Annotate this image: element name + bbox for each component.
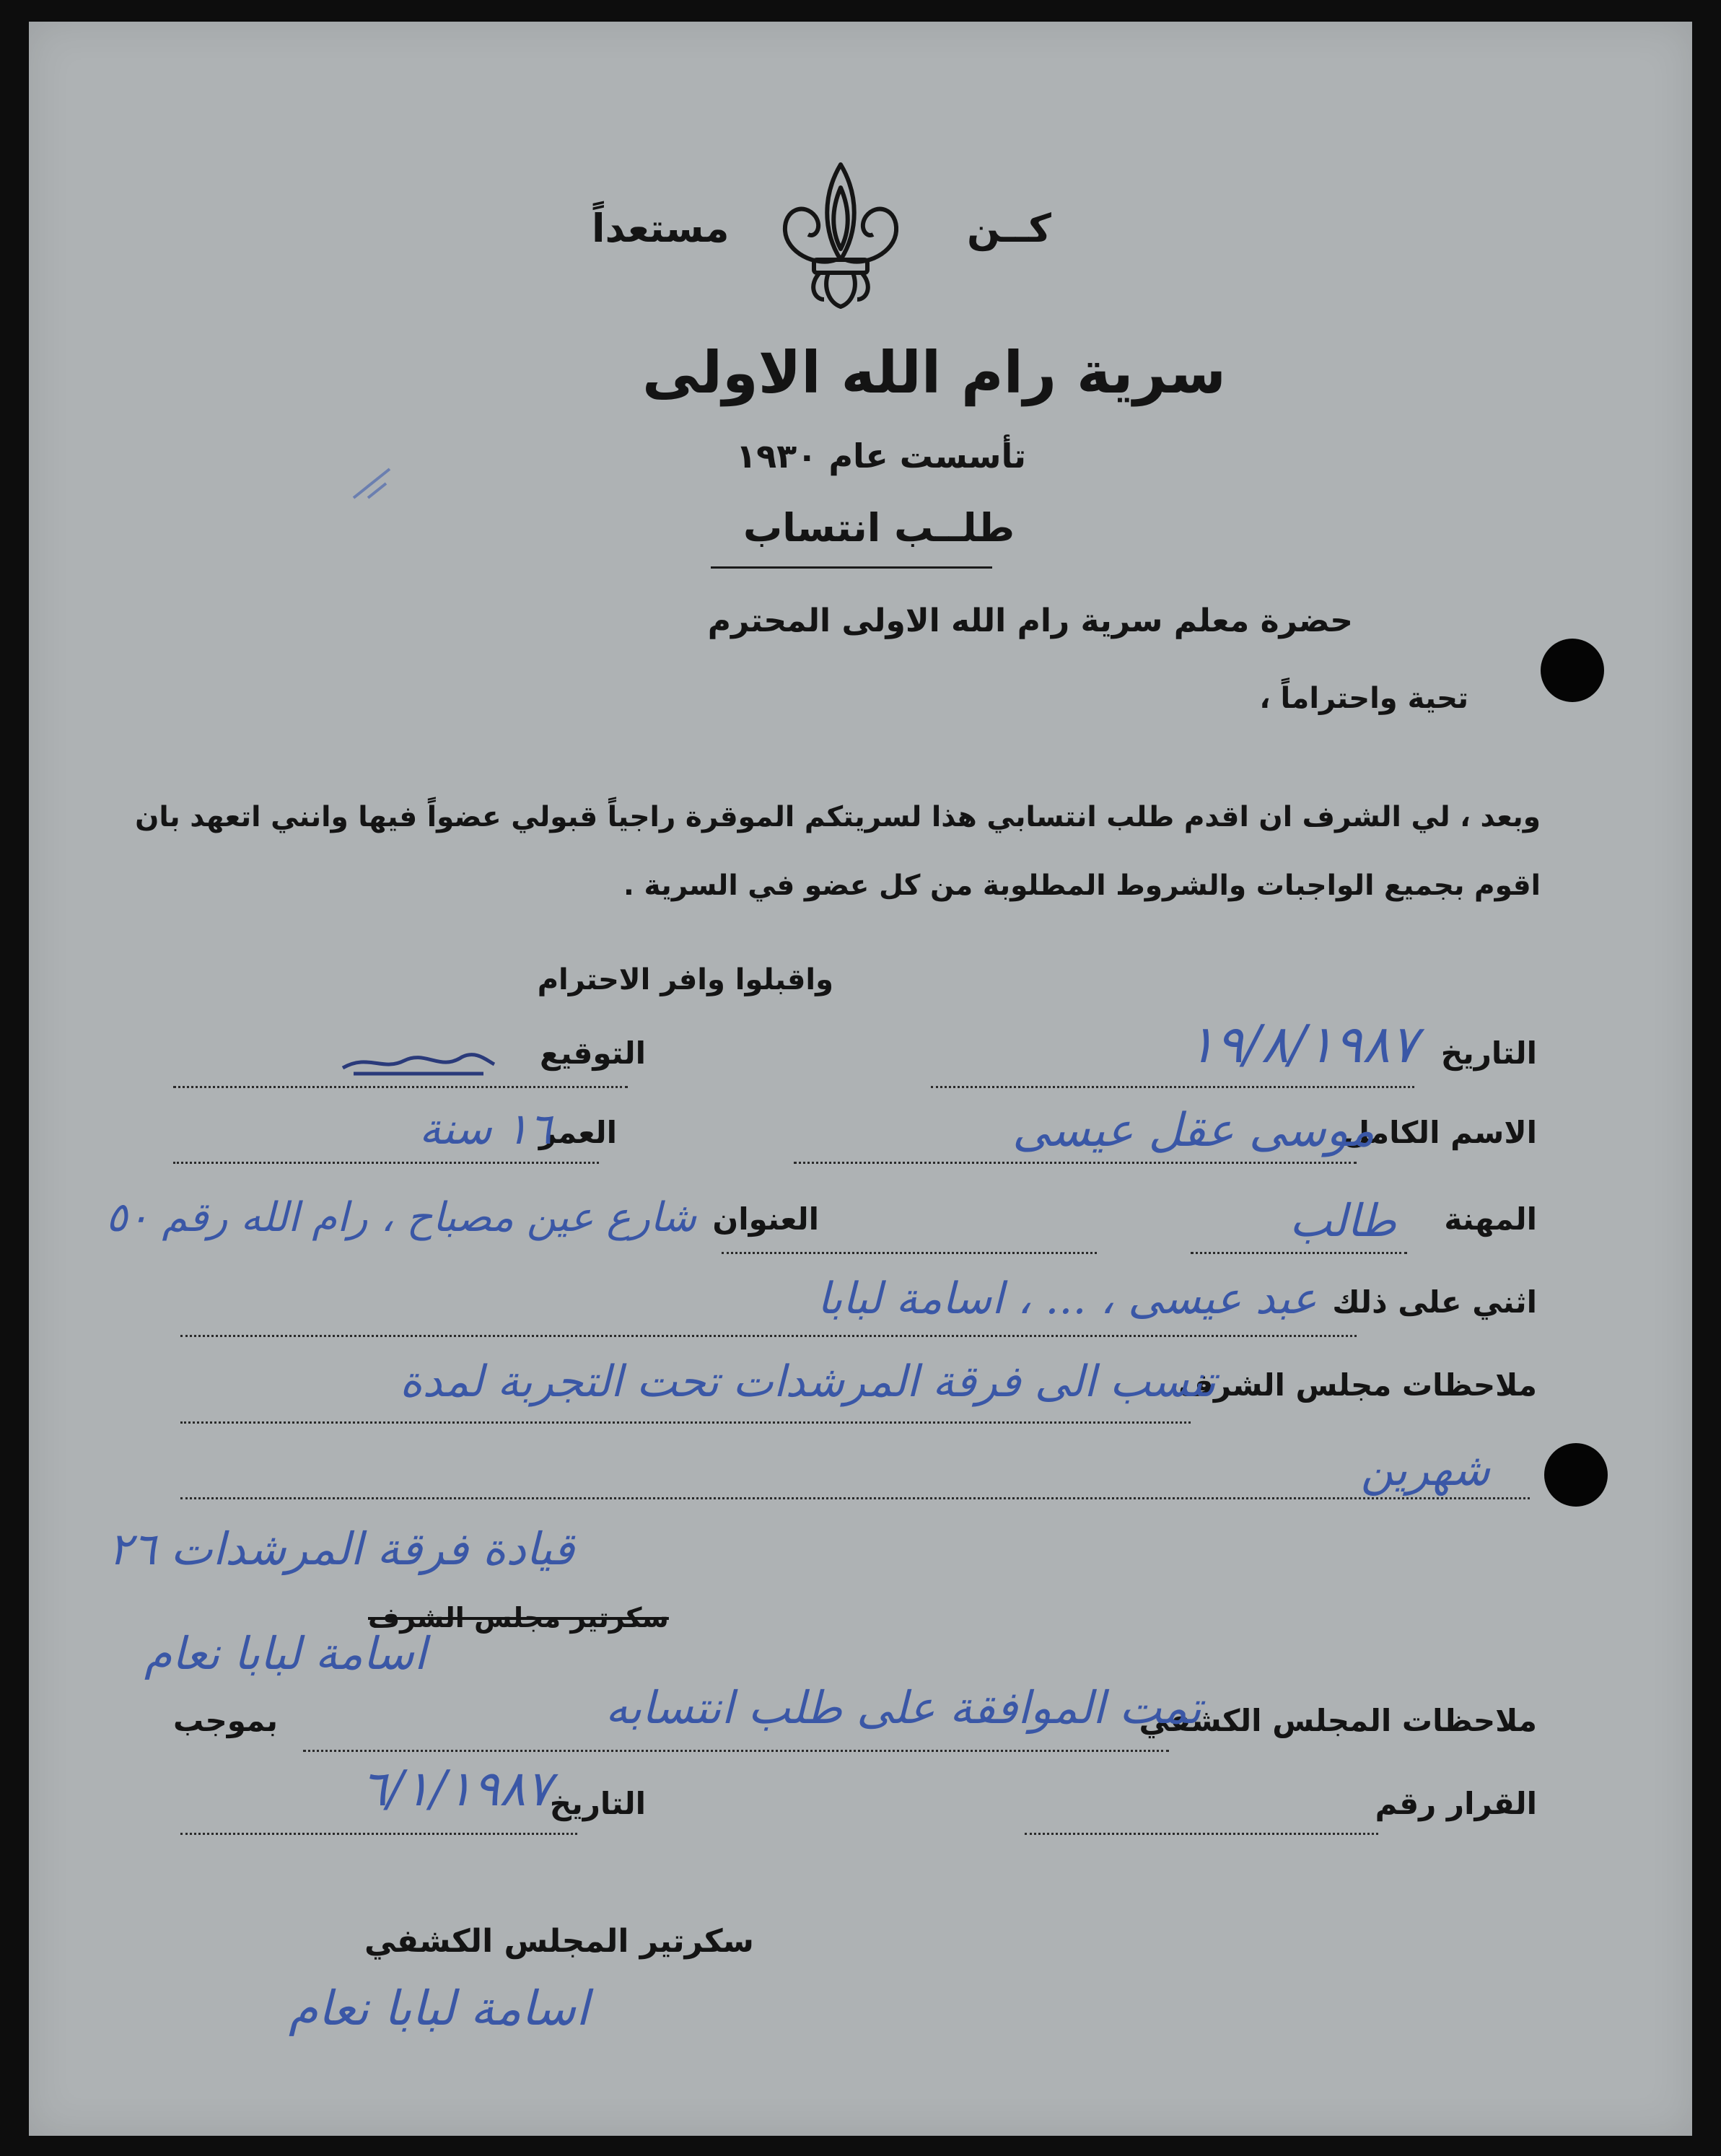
date2-value[interactable]: ٦/١/١٩٨٧ xyxy=(361,1761,552,1818)
address-value[interactable]: شارع عين مصباح ، رام الله رقم ٥٠ xyxy=(105,1194,696,1241)
honor-secretary-note: قيادة فرقة المرشدات ٢٦ xyxy=(108,1522,575,1575)
date-line xyxy=(931,1086,1414,1088)
date-value[interactable]: ١٩/٨/١٩٨٧ xyxy=(1187,1014,1418,1074)
fleur-de-lis-icon xyxy=(772,159,909,310)
founded-year: تأسست عام ١٩٣٠ xyxy=(736,437,1027,476)
signature-line xyxy=(173,1086,628,1088)
address-line xyxy=(722,1252,1097,1254)
motto-left: مستعداً xyxy=(592,206,730,251)
date2-line xyxy=(180,1833,577,1835)
age-label: العمر xyxy=(538,1115,617,1150)
honor-notes-value-1[interactable]: تنسب الى فرقة المرشدات تحت التجربة لمدة xyxy=(400,1357,1216,1407)
profession-line xyxy=(1191,1252,1407,1254)
decision-line xyxy=(1025,1833,1378,1835)
scout-notes-label: ملاحظات المجلس الكشفي xyxy=(1139,1703,1537,1738)
addressee: حضرة معلم سرية رام الله الاولى المحترم xyxy=(707,602,1353,639)
fullname-value[interactable]: موسى عقل عيسى xyxy=(1012,1104,1375,1157)
honor-notes-line-1 xyxy=(180,1421,1191,1424)
scout-secretary-name[interactable]: اسامة لبابا نعام xyxy=(289,1981,590,2036)
age-line xyxy=(173,1162,599,1164)
punch-hole-bottom xyxy=(1544,1443,1608,1507)
honor-notes-label: ملاحظات مجلس الشرف xyxy=(1178,1367,1537,1403)
greeting: تحية واحتراماً ، xyxy=(1259,682,1468,715)
decision-label: القرار رقم xyxy=(1375,1786,1537,1821)
pencil-mark xyxy=(346,462,397,505)
title-underline xyxy=(711,566,992,569)
body-line-1: وبعد ، لي الشرف ان اقدم طلب انتسابي هذا لسريتكم الموقرة راجياً قبولي عضواً فيها وانني اتعهد بان xyxy=(135,801,1541,833)
punch-hole-top xyxy=(1541,639,1604,702)
address-label: العنوان xyxy=(712,1201,819,1237)
closing: واقبلوا وافر الاحترام xyxy=(537,963,833,996)
signature-scribble[interactable] xyxy=(339,1039,498,1082)
honor-secretary-label: سكرتير مجلس الشرف xyxy=(368,1602,669,1634)
date2-label: التاريخ xyxy=(549,1786,646,1821)
profession-label: المهنة xyxy=(1444,1201,1537,1237)
witness-label: اثني على ذلك xyxy=(1332,1284,1537,1320)
troop-title: سرية رام الله الاولى xyxy=(642,339,1226,406)
fullname-line xyxy=(794,1162,1357,1164)
scout-notes-line xyxy=(303,1750,1169,1752)
honor-secretary-name[interactable]: اسامة لبابا نعام xyxy=(144,1627,427,1680)
scout-secretary-label: سكرتير المجلس الكشفي xyxy=(364,1923,754,1960)
honor-notes-line-2 xyxy=(180,1497,1530,1499)
fullname-label: الاسم الكامل xyxy=(1343,1115,1537,1150)
profession-value[interactable]: طالب xyxy=(1289,1194,1396,1247)
age-value[interactable]: ١٦ سنة xyxy=(419,1104,552,1154)
scout-notes-value[interactable]: تمت الموافقة على طلب انتسابه xyxy=(605,1681,1201,1734)
signature-label: التوقيع xyxy=(540,1035,646,1071)
witness-value[interactable]: عبد عيسى ، ... ، اسامة لبابا xyxy=(817,1274,1317,1324)
form-title: طلــب انتساب xyxy=(743,505,1015,551)
by-label: بموجب xyxy=(173,1703,278,1738)
date-label: التاريخ xyxy=(1440,1035,1537,1071)
motto-right: كــن xyxy=(967,206,1051,251)
honor-notes-value-2[interactable]: شهرين xyxy=(1360,1443,1490,1496)
witness-line xyxy=(180,1335,1357,1337)
body-line-2: اقوم بجميع الواجبات والشروط المطلوبة من كل عضو في السرية . xyxy=(623,869,1541,902)
